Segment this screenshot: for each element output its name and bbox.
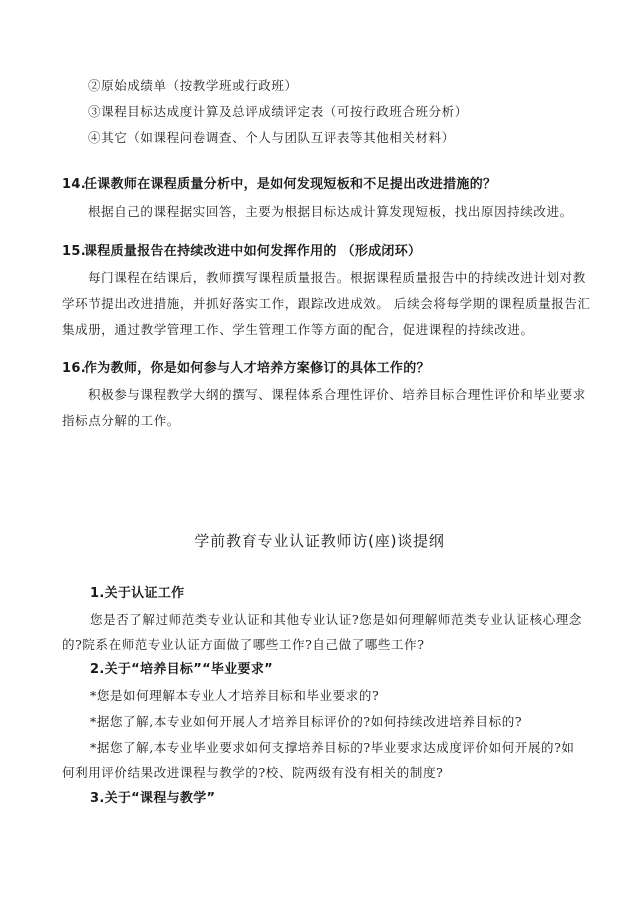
question-number: 15. [62, 244, 86, 259]
section-heading: 3.关于“课程与教学” [90, 791, 216, 806]
question-14 [62, 177, 496, 193]
answer-line: 每门课程在结课后，教师撰写课程质量报告。根据课程质量报告中的持续改进计划对教 [88, 270, 586, 285]
section-line: 的?院系在师范专业认证方面做了哪些工作?自己做了哪些工作? [62, 637, 425, 652]
question-text: 作为教师，你是如何参与人才培养方案修订的具体工作的？ [84, 361, 430, 376]
question-number: 16. [62, 361, 86, 376]
material-item: ③课程目标达成度计算及总评成绩评定表（可按行政班合班分析） [88, 104, 468, 119]
question-number: 14. [62, 177, 86, 192]
answer-line: 根据自己的课程据实回答，主要为根据目标达成计算发现短板，找出原因持续改进。 [88, 204, 573, 219]
material-item: ④其它（如课程问卷调查、个人与团队互评表等其他相关材料） [88, 130, 455, 145]
section-heading: 2.关于“培养目标”“毕业要求” [90, 662, 273, 677]
material-item: ②原始成绩单（按教学班或行政班） [88, 78, 298, 93]
page-title: 学前教育专业认证教师访(座)谈提纲 [194, 532, 445, 550]
answer-line: 集成册，通过教学管理工作、学生管理工作等方面的配合，促进课程的持续改进。 [62, 322, 534, 337]
question-text: 课程质量报告在持续改进中如何发挥作用的 （形成闭环） [84, 244, 422, 259]
section-heading: 1.关于认证工作 [90, 586, 185, 601]
section-line: *据您了解,本专业毕业要求如何支撑培养目标的?毕业要求达成度评价如何开展的?如 [90, 740, 575, 755]
question-16 [62, 361, 430, 377]
answer-line: 积极参与课程教学大纲的撰写、课程体系合理性评价、培养目标合理性评价和毕业要求 [88, 387, 586, 402]
question-text: 任课教师在课程质量分析中，是如何发现短板和不足提出改进措施的？ [84, 177, 497, 192]
section-line: 何利用评价结果改进课程与教学的?校、院两级有没有相关的制度? [62, 765, 444, 780]
answer-line: 指标点分解的工作。 [62, 413, 180, 428]
answer-line: 学环节提出改进措施，并抓好落实工作，跟踪改进成效。 后续会将每学期的课程质量报告汇 [62, 296, 591, 311]
question-15 [62, 244, 421, 260]
section-line: *据您了解,本专业如何开展人才培养目标评价的?如何持续改进培养目标的? [90, 714, 523, 729]
section-line: *您是如何理解本专业人才培养目标和毕业要求的? [90, 688, 380, 703]
section-line: 您是否了解过师范类专业认证和其他专业认证?您是如何理解师范类专业认证核心理念 [90, 612, 583, 627]
